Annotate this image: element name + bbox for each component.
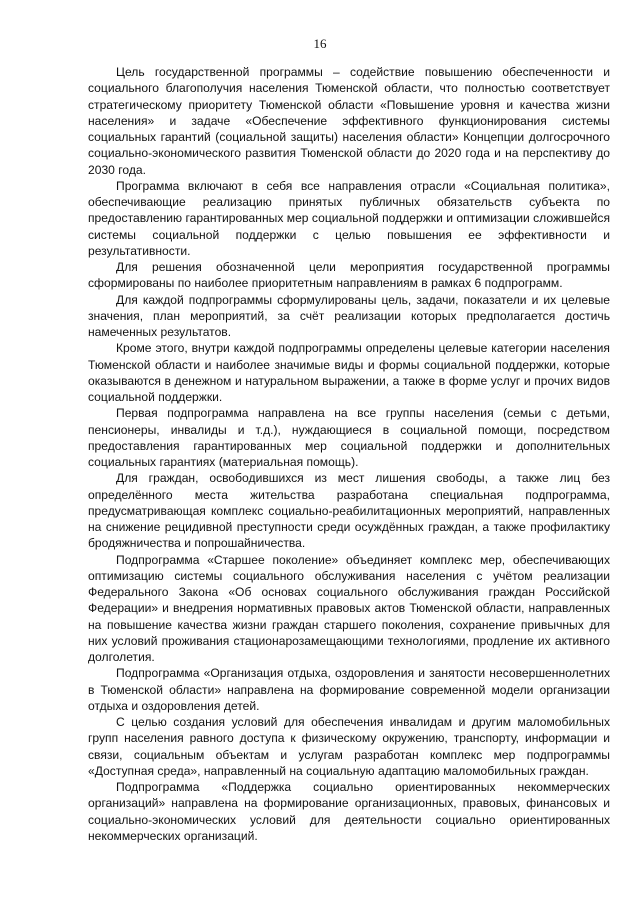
- paragraph: Для граждан, освободившихся из мест лишения свободы, а также лиц без определённого места жительства разработана специальная подпрограмма, предусматривающая комплекс социально-реабилитационных мероприятий, направленных на снижение рецидивной преступности среди осуждённых граждан, а также профилактику бродяжничества и попрошайничества.: [88, 471, 610, 551]
- paragraph: Подпрограмма «Организация отдыха, оздоровления и занятости несовершеннолетних в Тюменской области» направлена на формирование современной модели организации отдыха и оздоровления детей.: [88, 666, 610, 713]
- paragraph: Кроме этого, внутри каждой подпрограммы определены целевые категории населения Тюменской области и наиболее значимые виды и формы социальной поддержки, которые оказываются в денежном и натуральном выражении, а также в форме услуг и прочих видов социальной поддержки.: [88, 341, 610, 404]
- paragraph: Первая подпрограмма направлена на все группы населения (семьи с детьми, пенсионеры, инвалиды и т.д.), нуждающиеся в социальной помощи, посредством предоставления гарантированных мер социальной поддержки и дополнительных социальных гарантиях (материальная помощь).: [88, 406, 610, 469]
- paragraph: Программа включают в себя все направления отрасли «Социальная политика», обеспечивающие реализацию принятых публичных обязательств субъекта по предоставлению гарантированных мер социальной поддержки и оптимизации сложившейся системы социальной поддержки с целью повышения ее эффективности и результативности.: [88, 178, 610, 258]
- document-body: [88, 64, 610, 844]
- paragraph: Подпрограмма «Поддержка социально ориентированных некоммерческих организаций» направлена на формирование организационных, правовых, финансовых и социально-экономических условий для деятельности социально ориентированных некоммерческих организаций.: [88, 780, 610, 843]
- paragraph: С целью создания условий для обеспечения инвалидам и другим маломобильных групп населения равного доступа к физическому окружению, транспорту, информации и связи, социальным объектам и услугам разработан комплекс мер подпрограммы «Доступная среда», направленный на социальную адаптацию маломобильных граждан.: [88, 715, 610, 778]
- paragraph: Цель государственной программы – содействие повышению обеспеченности и социального благополучия населения Тюменской области, что полностью соответствует стратегическому приоритету Тюменской области «Повышение уровня и качества жизни населения» и задаче «Обеспечение эффективного функционирования системы социальных гарантий (социальной защиты) населения области» Концепции долгосрочного социально-экономического развития Тюменской области до 2020 года и на перспективу до 2030 года.: [88, 65, 610, 177]
- page-number: 16: [313, 36, 327, 51]
- paragraph: Подпрограмма «Старшее поколение» объединяет комплекс мер, обеспечивающих оптимизацию системы социального обслуживания населения с учётом реализации Федерального Закона «Об основах социального обслуживания граждан Российской Федерации» и внедрения нормативных правовых актов Тюменской области, направленных на повышение качества жизни граждан старшего поколения, сохранение привычных для них условий проживания стационарозамещающими технологиями, продление их активного долголетия.: [88, 552, 610, 664]
- paragraph: Для каждой подпрограммы сформулированы цель, задачи, показатели и их целевые значения, план мероприятий, за счёт реализации которых предполагается достичь намеченных результатов.: [88, 292, 610, 339]
- paragraph: Для решения обозначенной цели мероприятия государственной программы сформированы по наиболее приоритетным направлениям в рамках 6 подпрограмм.: [88, 260, 610, 291]
